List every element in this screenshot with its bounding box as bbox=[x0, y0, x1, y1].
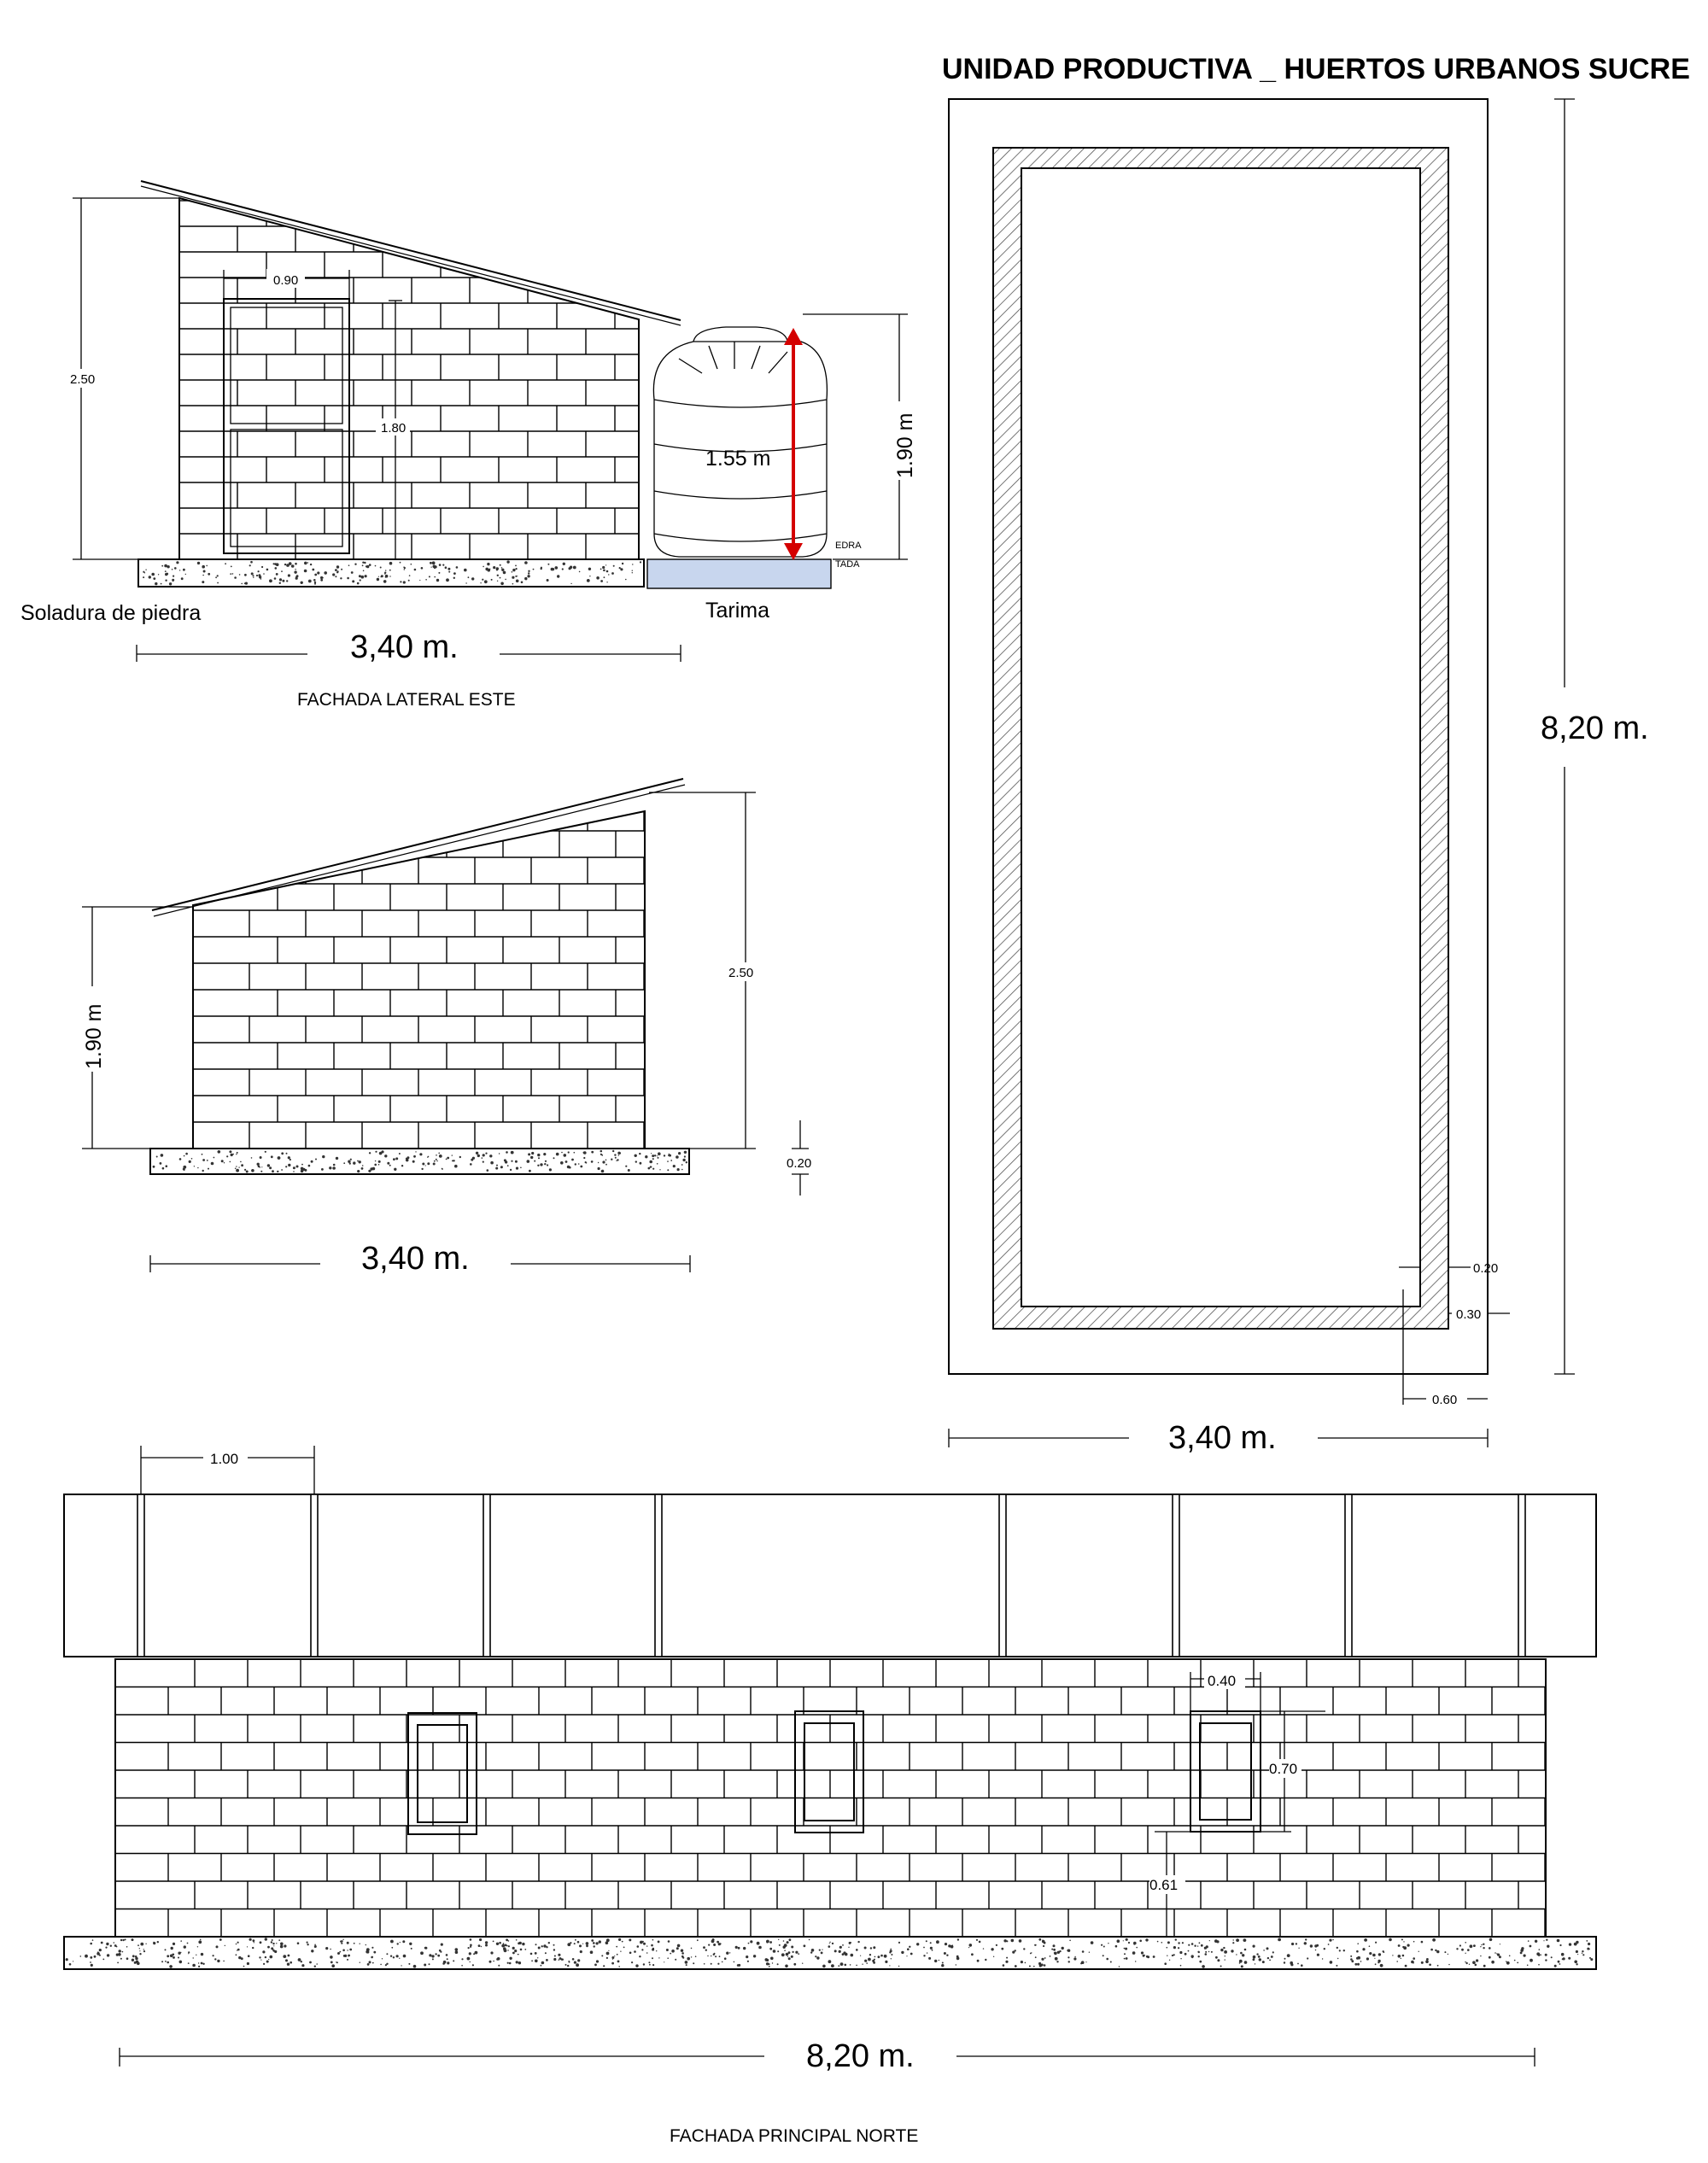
tank-height-label: 1.55 m bbox=[705, 447, 771, 471]
west-base-thickness-label: 0.20 bbox=[787, 1156, 812, 1171]
west-roof-line bbox=[152, 779, 683, 910]
tank-stand bbox=[647, 559, 831, 588]
plan-length-label: 8,20 m. bbox=[1541, 710, 1649, 746]
north-wall-bricks bbox=[115, 1659, 1546, 1937]
west-roof-line-2 bbox=[154, 785, 685, 916]
west-wall-bricks bbox=[193, 811, 645, 1149]
east-elevation-caption: FACHADA LATERAL ESTE bbox=[297, 690, 516, 710]
plan-interior bbox=[1021, 168, 1420, 1307]
east-roof-line-2 bbox=[141, 186, 681, 325]
wall-height-label: 2.50 bbox=[70, 372, 96, 387]
floor-plan bbox=[949, 99, 1649, 1456]
sill-height-label: 0.61 bbox=[1149, 1877, 1179, 1893]
west-high-height-label: 2.50 bbox=[728, 966, 754, 980]
window-height-label: 0.70 bbox=[1269, 1761, 1298, 1777]
door-width-label: 0.90 bbox=[273, 273, 299, 288]
east-door-frame bbox=[224, 299, 349, 553]
door-height-label: 1.80 bbox=[381, 421, 407, 436]
post-spacing-label: 1.00 bbox=[210, 1451, 239, 1467]
tank-note-1: EDRA bbox=[835, 541, 862, 551]
west-low-height-label: 1.90 m bbox=[82, 1003, 106, 1069]
east-roof-line bbox=[141, 181, 681, 320]
plan-margin-label: 0.60 bbox=[1432, 1393, 1458, 1407]
north-roof-fascia bbox=[64, 1494, 1596, 1657]
drawing-title: UNIDAD PRODUCTIVA _ HUERTOS URBANOS SUCRE bbox=[942, 53, 1690, 85]
east-door-lower-panel bbox=[231, 430, 342, 547]
north-window-2 bbox=[795, 1711, 863, 1833]
stand-height-label: 1.90 m bbox=[893, 412, 917, 478]
east-width-label: 3,40 m. bbox=[350, 629, 459, 665]
north-base-texture bbox=[66, 1938, 1594, 1967]
tank-note-2: TADA bbox=[835, 559, 860, 570]
north-window-1 bbox=[408, 1713, 477, 1834]
stand-label: Tarima bbox=[705, 599, 770, 623]
east-elevation bbox=[20, 181, 917, 710]
north-width-label: 8,20 m. bbox=[806, 2038, 915, 2074]
window-width-label: 0.40 bbox=[1208, 1673, 1237, 1689]
north-roof-posts bbox=[137, 1494, 1525, 1657]
plan-footing-offset-label: 0.30 bbox=[1456, 1307, 1482, 1322]
plan-width-label: 3,40 m. bbox=[1168, 1420, 1277, 1456]
base-label: Soladura de piedra bbox=[20, 601, 202, 625]
west-base-texture bbox=[153, 1150, 687, 1173]
west-elevation bbox=[82, 779, 811, 1277]
plan-wall-thickness-label: 0.20 bbox=[1473, 1261, 1499, 1276]
water-tank bbox=[653, 327, 827, 557]
north-elevation bbox=[64, 1446, 1596, 2146]
east-base-texture bbox=[143, 560, 641, 585]
north-elevation-caption: FACHADA PRINCIPAL NORTE bbox=[670, 2126, 919, 2146]
west-width-label: 3,40 m. bbox=[361, 1241, 470, 1277]
east-wall-bricks bbox=[179, 201, 639, 559]
